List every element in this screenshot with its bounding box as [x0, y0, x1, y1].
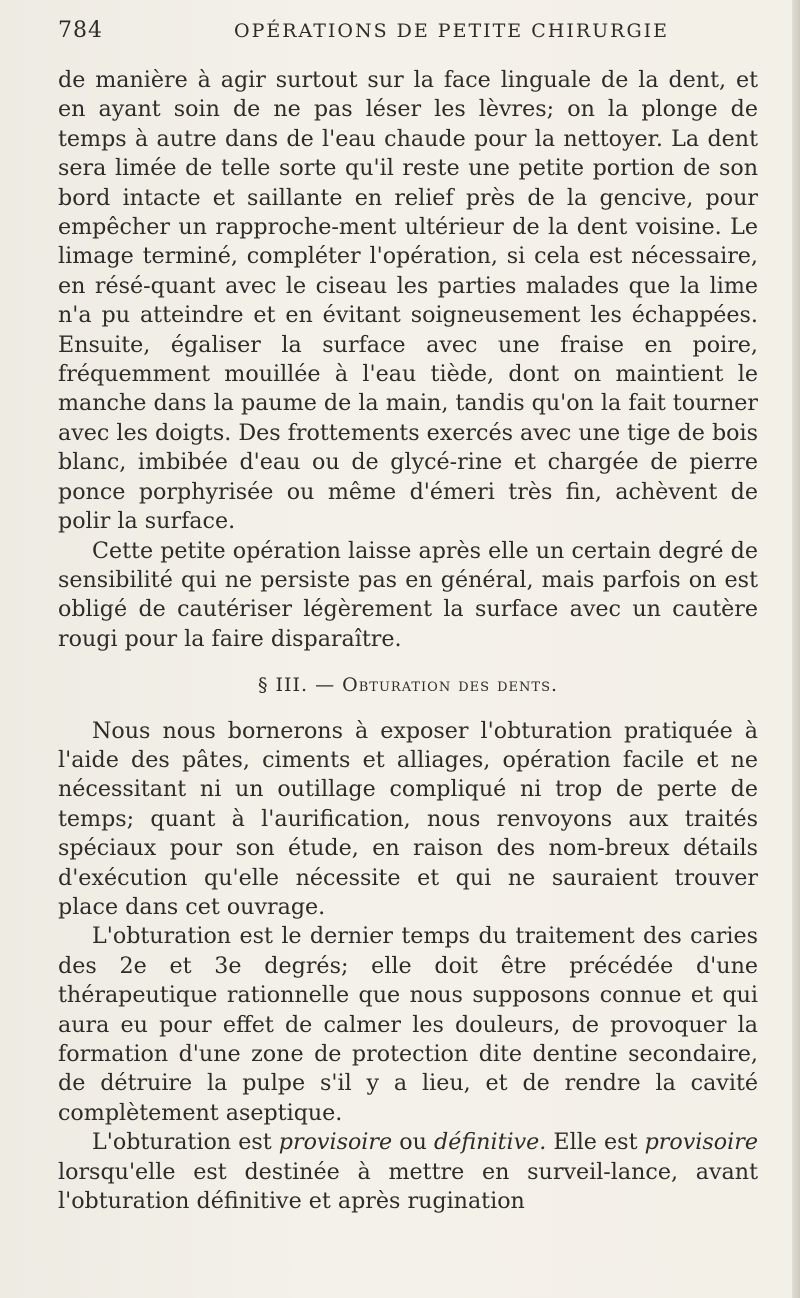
paragraph-3: Nous nous bornerons à exposer l'obturation pratiquée à l'aide des pâtes, ciments et alliages, opération facile et ne nécessitant ni un outillage compliqué ni trop de perte de temps; quant à l'aurification, nous renvoyons aux traités spéciaux pour son étude, en raison des nom-breux détails d'exécution qu'elle nécessite et qui ne sauraient trouver place dans cet ouvrage. — [58, 717, 758, 920]
p5-term-provisoire: provisoire — [278, 1129, 393, 1156]
p5-text-3: Elle est — [546, 1129, 645, 1156]
page-edge — [792, 0, 800, 1298]
p5-text-2: ou — [392, 1129, 435, 1156]
page-header — [58, 18, 748, 48]
p5-term-definitive: définitive. — [434, 1129, 547, 1156]
p5-term-provisoire-2: provisoire — [644, 1129, 758, 1156]
paragraph-5 — [58, 1128, 758, 1216]
section-title: Obturation des dents. — [342, 674, 559, 697]
section-heading — [58, 671, 758, 700]
paragraph-2: Cette petite opération laisse après elle un certain degré de sensibilité qui ne persiste pas en général, mais parfois on est obligé de cautériser légèrement la surface avec un cautère rougi pour la faire disparaître. — [58, 537, 758, 652]
page-number: 784 — [58, 18, 103, 43]
section-number: § III. — — [257, 674, 336, 697]
running-title: OPÉRATIONS DE PETITE CHIRURGIE — [234, 20, 669, 42]
p5-text-1: L'obturation est — [92, 1129, 279, 1156]
paragraph-4: L'obturation est le dernier temps du traitement des caries des 2e et 3e degrés; elle doit être précédée d'une thérapeutique rationnelle que nous supposons connue et qui aura eu pour effet de calmer les douleurs, de provoquer la formation d'une zone de protection dite dentine secondaire, de détruire la pulpe s'il y a lieu, et de rendre la cavité complètement aseptique. — [58, 923, 758, 1126]
paragraph-1: de manière à agir surtout sur la face linguale de la dent, et en ayant soin de ne pas léser les lèvres; on la plonge de temps à autre dans de l'eau chaude pour la nettoyer. La dent sera limée de telle sorte qu'il reste une petite portion de son bord intacte et saillante en relief près de la gencive, pour empêcher un rapproche-ment ultérieur de la dent voisine. Le limage terminé, compléter l'opération, si cela est nécessaire, en résé-quant avec le ciseau les parties malades que la lime n'a pu atteindre et en évitant soigneusement les échappées. Ensuite, égaliser la surface avec une fraise en poire, fréquemment mouillée à l'eau tiède, dont on maintient le manche dans la paume de la main, tandis qu'on la fait tourner avec les doigts. Des frottements exercés avec une tige de bois blanc, imbibée d'eau ou de glycé-rine et chargée de pierre ponce porphyrisée ou même d'émeri très fin, achèvent de polir la surface. — [58, 67, 759, 535]
body-text — [58, 66, 758, 1216]
p5-text-4: lorsqu'elle est destinée à mettre en surveil-lance, avant l'obturation définitive et après rugination — [58, 1158, 758, 1215]
